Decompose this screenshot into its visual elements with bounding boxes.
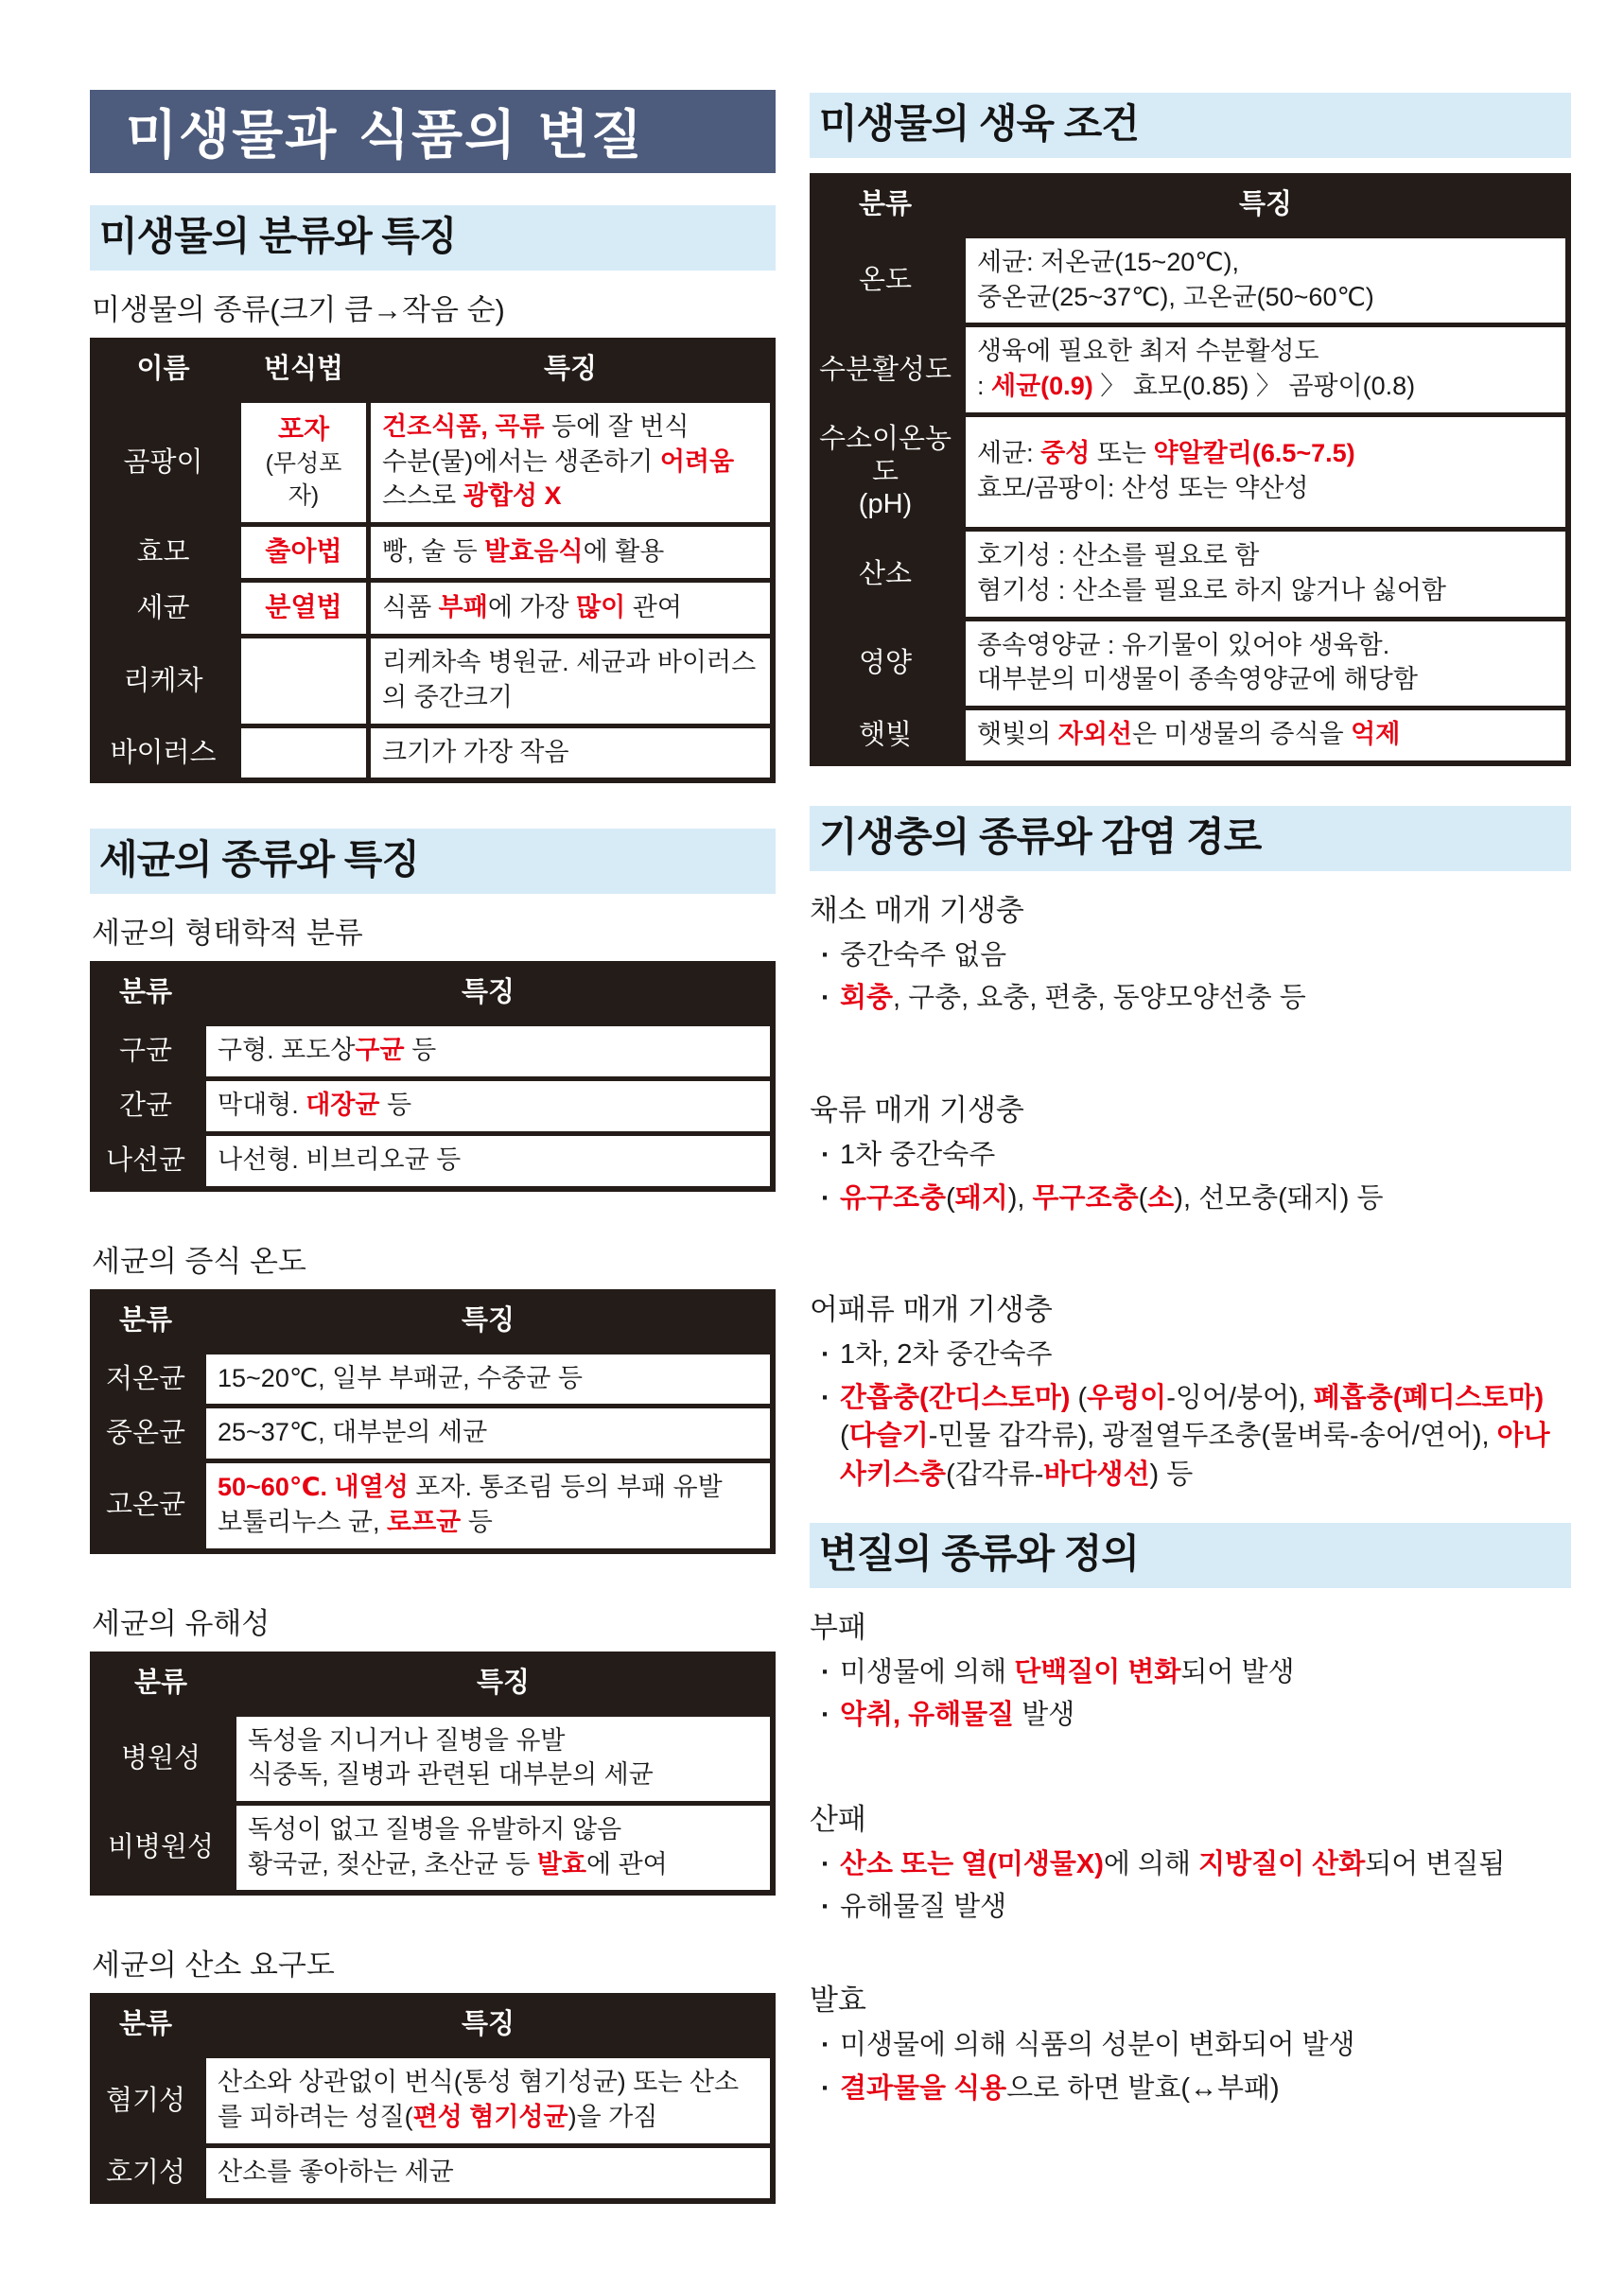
text-run-em: 부패 (438, 592, 488, 621)
parasite-group-seafood (810, 1285, 1571, 1494)
feature-cell (371, 638, 770, 723)
text-line (977, 245, 1554, 280)
text-run: 황국균, 젖산균, 초산균 등 (248, 1849, 537, 1879)
text-run-em: 바다생선 (1043, 1459, 1150, 1491)
method-main: 출아법 (265, 536, 342, 567)
row-label-mesophile: 중온균 (105, 1418, 186, 1449)
text-run-em: 아나사키스충 (840, 1421, 1550, 1491)
spoilage-group-rancidity (810, 1795, 1571, 1927)
text-line (977, 628, 1554, 663)
feature-cell (206, 1463, 770, 1547)
subtitle-microbe-types: 미생물의 종류(크기 큼→작음 순) (92, 293, 505, 326)
bullet-item (810, 1379, 1571, 1494)
text-run: 산소를 좋아하는 세균 (218, 2157, 454, 2186)
text-run: 햇빛의 (977, 720, 1058, 749)
text-run: 되어 발생 (1180, 1656, 1295, 1687)
text-run: 에 의해 (1103, 1848, 1199, 1879)
method-sub: (무성포자) (265, 450, 342, 510)
row-label-psychrophile: 저온균 (105, 1363, 186, 1394)
text-run: 으로 하면 발효(↔부패) (1006, 2072, 1280, 2104)
feature-cell (206, 1354, 770, 1405)
row-label-coccus: 구균 (118, 1036, 173, 1067)
row-label-bacillus: 간균 (118, 1091, 173, 1122)
feature-cell (206, 1026, 770, 1076)
page-title: 미생물과 식품의 변질 (126, 104, 644, 166)
text-run: 스스로 (382, 481, 463, 511)
feature-cell (236, 1717, 770, 1801)
text-line (977, 662, 1554, 697)
text-run: 나선형. 비브리오균 등 (218, 1145, 462, 1174)
text-run-em: 억제 (1351, 720, 1401, 749)
feature-cell (966, 417, 1565, 527)
bullet-item (810, 1696, 1571, 1735)
text-run: 에 활용 (583, 536, 665, 566)
column-header-features: 특징 (461, 977, 515, 1008)
text-run-em: 소 (1147, 1182, 1175, 1214)
text-run: ( (1138, 1182, 1148, 1214)
method-cell (241, 583, 366, 634)
text-run: 식품 (382, 592, 439, 621)
row-label-nutrition: 영양 (858, 648, 913, 679)
text-run: : (977, 372, 992, 401)
row-label-mold: 곰팡이 (123, 446, 203, 478)
row-label-rickettsia: 리케차 (123, 665, 203, 696)
text-run-em: 중성 (1040, 439, 1091, 468)
text-run-em: 간흡충(간디스토마) (840, 1382, 1071, 1413)
method-cell (241, 403, 366, 522)
group-title: 육류 매개 기생충 (810, 1093, 1024, 1127)
text-run: 15~20℃, 일부 부패균, 수중균 등 (218, 1363, 583, 1392)
row-label-line: (pH) (858, 489, 913, 520)
text-run-em: 산소 또는 열(미생물X) (840, 1848, 1104, 1879)
bullet-item (810, 936, 1571, 975)
text-line (248, 1723, 759, 1758)
spoilage-group-putrefaction (810, 1603, 1571, 1735)
feature-cell (371, 527, 770, 578)
text-line (218, 2065, 759, 2134)
text-run-em: 결과물을 식용 (840, 2072, 1007, 2104)
bacteria-temperature-table (90, 1289, 776, 1554)
parasite-group-vegetable (810, 886, 1571, 1018)
text-run-em: 돼지 (954, 1182, 1008, 1214)
text-line (977, 471, 1554, 506)
text-run: 빵, 술 등 (382, 536, 485, 566)
text-run: 25~37℃, 대부분의 세균 (218, 1418, 488, 1447)
group-title: 발효 (810, 1983, 866, 2017)
text-line (218, 1361, 759, 1396)
group-title: 산패 (810, 1802, 866, 1836)
feature-cell (966, 327, 1565, 411)
text-run: 관여 (625, 592, 682, 621)
text-run-em: 50~60℃. 내열성 (218, 1473, 409, 1502)
text-run: , 구충, 요충, 편충, 동양모양선충 등 (893, 983, 1306, 1014)
group-title: 채소 매개 기생충 (810, 893, 1024, 927)
column-header-class: 분류 (118, 2009, 173, 2040)
text-run-em: 건조식품, 곡류 (382, 412, 545, 441)
row-label-yeast: 효모 (136, 536, 190, 568)
text-run: 등 (379, 1091, 412, 1120)
row-label-virus: 바이러스 (110, 737, 217, 768)
text-run: ( (946, 1182, 955, 1214)
text-run-em: 자외선 (1057, 720, 1132, 749)
text-run: 효모/곰팡이: 산성 또는 약산성 (977, 474, 1309, 503)
row-label-thermophile: 고온균 (105, 1490, 186, 1521)
feature-cell (206, 1136, 770, 1186)
feature-cell (371, 403, 770, 522)
method-main: 분열법 (265, 592, 342, 622)
text-run: 또는 (1090, 439, 1154, 468)
feature-cell (236, 1806, 770, 1890)
text-run: 세균: (977, 439, 1041, 468)
row-label-temperature: 온도 (858, 265, 913, 296)
column-header-class: 분류 (118, 977, 173, 1008)
text-run: 에 관여 (586, 1849, 668, 1879)
text-line (977, 436, 1554, 471)
text-run-em: 많이 (576, 592, 626, 621)
text-run: ), 선모충(돼지) 등 (1174, 1182, 1384, 1214)
text-line (977, 538, 1554, 573)
text-run-em: 유구조충 (840, 1182, 947, 1214)
text-run: 중온균(25~37℃), 고온균(50~60℃) (977, 282, 1374, 311)
row-label-spirillum: 나선균 (105, 1145, 186, 1176)
text-run-em: 발효 (536, 1849, 587, 1879)
text-line (248, 1812, 759, 1847)
method-cell-empty (241, 728, 366, 778)
text-run-em: 지방질이 산화 (1198, 1848, 1366, 1879)
page-title-banner (90, 90, 776, 173)
text-line (382, 410, 759, 445)
growth-conditions-table (810, 173, 1571, 766)
group-title: 어패류 매개 기생충 (810, 1293, 1053, 1327)
text-run-em: 편성 혐기성균 (412, 2103, 568, 2132)
text-run: 유해물질 발생 (840, 1892, 1007, 1923)
text-run: 에 가장 (487, 592, 577, 621)
microbe-types-table (90, 338, 776, 783)
bullet-item (810, 1180, 1571, 1218)
right-column (810, 93, 1571, 2204)
feature-cell (206, 2148, 770, 2198)
feature-cell (371, 728, 770, 778)
text-run-em: 광합성 X (463, 481, 562, 511)
column-header-name: 이름 (136, 354, 190, 384)
text-run: 포자. 통조림 등의 부패 유발 (408, 1473, 723, 1502)
text-run: 종속영양균 : 유기물이 있어야 생육함. (977, 630, 1390, 659)
section-header-bacteria-types: 세균의 종류와 특징 (90, 829, 776, 894)
text-run: 생육에 필요한 최저 수분활성도 (977, 337, 1319, 366)
text-line (248, 1757, 759, 1792)
bullet-item (810, 1136, 1571, 1175)
bullet-item (810, 979, 1571, 1018)
text-run-em: 우렁이 (1087, 1382, 1167, 1413)
text-line (382, 645, 759, 714)
bacteria-harmfulness-table (90, 1652, 776, 1896)
bacteria-morphology-table (90, 961, 776, 1191)
feature-cell (206, 1081, 770, 1131)
text-run-em: 어려움 (659, 446, 735, 476)
text-run: 크기가 가장 작음 (382, 737, 569, 766)
text-run-em: 세균(0.9) (991, 372, 1093, 401)
text-run: 중간숙주 없음 (840, 939, 1007, 970)
text-run: 독성을 지니거나 질병을 유발 (248, 1725, 566, 1755)
bullet-item (810, 2070, 1571, 2108)
text-run: 등 (404, 1036, 437, 1065)
text-run-em: 발효음식 (484, 536, 584, 566)
text-run: 막대형. (218, 1091, 306, 1120)
text-run: ), (1007, 1182, 1033, 1214)
text-line (977, 717, 1554, 752)
section-header-spoilage: 변질의 종류와 정의 (810, 1523, 1571, 1588)
row-label-line: 수소이온농도 (818, 423, 952, 487)
text-run: 미생물에 의해 식품의 성분이 변화되어 발생 (840, 2029, 1355, 2060)
text-run: 대부분의 미생물이 종속영양균에 해당함 (977, 665, 1418, 694)
text-run: 리케차속 병원균. 세균과 바이러스의 중간크기 (382, 648, 757, 712)
text-line (382, 479, 759, 514)
feature-cell (966, 532, 1565, 616)
text-line (218, 1415, 759, 1450)
text-run-em: 대장균 (306, 1091, 380, 1120)
row-label-water-activity: 수분활성도 (818, 354, 952, 385)
text-run: ( (840, 1421, 849, 1452)
feature-cell (206, 1408, 770, 1459)
text-run-em: 무구조충 (1032, 1182, 1139, 1214)
subtitle-bacteria-morphology: 세균의 형태학적 분류 (92, 917, 363, 951)
subtitle-bacteria-oxygen-need: 세균의 산소 요구도 (92, 1949, 335, 1983)
text-run-em: 로프균 (387, 1507, 462, 1536)
section-header-parasites: 기생충의 종류와 감염 경로 (810, 806, 1571, 871)
text-line (382, 445, 759, 480)
text-run: 미생물에 의해 (840, 1656, 1015, 1687)
text-run-em: 단백질이 변화 (1014, 1656, 1181, 1687)
text-run-em: 구균 (355, 1036, 405, 1065)
method-cell (241, 527, 366, 578)
text-run: 산소와 상관없이 번식(통성 혐기성균) 또는 산소를 피하려는 성질( (218, 2068, 740, 2132)
text-line (218, 1088, 759, 1123)
text-run: 식중독, 질병과 관련된 대부분의 세균 (248, 1760, 654, 1790)
row-label-nonpathogenic: 비병원성 (107, 1832, 215, 1863)
text-line (218, 1470, 759, 1505)
text-line (218, 1505, 759, 1540)
text-run: -민물 갑각류), 광절열두조충(물벼룩-송어/연어), (928, 1421, 1497, 1452)
text-line (382, 590, 759, 625)
row-label-sunlight: 햇빛 (858, 720, 913, 751)
text-run: ) 등 (1149, 1459, 1194, 1491)
feature-cell (966, 238, 1565, 323)
text-run: 수분(물)에서는 생존하기 (382, 446, 660, 476)
row-label-anaerobic: 혐기성 (105, 2085, 186, 2116)
text-line (218, 2155, 759, 2190)
group-title: 부패 (810, 1610, 866, 1644)
bacteria-oxygen-table (90, 1993, 776, 2203)
method-cell-empty (241, 638, 366, 723)
text-line (248, 1847, 759, 1882)
text-line (977, 573, 1554, 608)
column-header-method: 번식법 (263, 354, 344, 384)
bullet-item (810, 1888, 1571, 1927)
column-header-features: 특징 (461, 1304, 515, 1336)
column-header-features: 특징 (461, 2009, 515, 2040)
text-run: 발생 (1014, 1700, 1075, 1731)
feature-cell (371, 583, 770, 634)
bullet-item (810, 1845, 1571, 1884)
column-header-features: 특징 (543, 354, 598, 384)
text-run-em: 회충 (840, 983, 894, 1014)
feature-cell (966, 621, 1565, 706)
bullet-item (810, 1336, 1571, 1374)
text-line (977, 334, 1554, 369)
row-label-oxygen: 산소 (858, 558, 913, 589)
column-header-class: 분류 (118, 1304, 173, 1336)
feature-cell (206, 2058, 770, 2142)
text-run: 독성이 없고 질병을 유발하지 않음 (248, 1814, 622, 1844)
feature-cell (966, 710, 1565, 760)
section-header-growth-conditions: 미생물의 생육 조건 (810, 93, 1571, 158)
bullet-item (810, 2026, 1571, 2065)
text-run-em: 다슬기 (848, 1421, 929, 1452)
text-run: 1차, 2차 중간숙주 (840, 1339, 1053, 1371)
column-header-features: 특징 (476, 1667, 531, 1698)
row-label-bacteria: 세균 (136, 592, 190, 623)
text-run: 은 미생물의 증식을 (1132, 720, 1352, 749)
column-header-features: 특징 (1238, 189, 1293, 219)
text-line (218, 1143, 759, 1178)
text-line (382, 735, 759, 770)
text-run: -잉어/붕어), (1166, 1382, 1314, 1413)
text-run: )을 가짐 (568, 2103, 658, 2132)
row-label-aerobic: 호기성 (105, 2157, 186, 2188)
subtitle-bacteria-harmfulness: 세균의 유해성 (92, 1606, 271, 1640)
text-run-em: 약알칼리(6.5~7.5) (1153, 439, 1355, 468)
section-header-microbe-classification: 미생물의 분류와 특징 (90, 205, 776, 271)
text-run: ( (1070, 1382, 1088, 1413)
text-run: 세균: 저온균(15~20℃), (977, 248, 1240, 276)
left-column (90, 90, 776, 2204)
text-line (382, 534, 759, 569)
text-run: 〉 효모(0.85) 〉 곰팡이(0.8) (1092, 372, 1416, 401)
bullet-item (810, 1653, 1571, 1692)
text-run: 구형. 포도상 (218, 1036, 356, 1065)
text-run: 호기성 : 산소를 필요로 함 (977, 541, 1260, 570)
text-run-em: 폐흡충(폐디스토마) (1313, 1382, 1545, 1413)
text-run: 등 (461, 1507, 493, 1536)
text-run-em: 악취, 유해물질 (840, 1700, 1015, 1731)
column-header-class: 분류 (858, 189, 913, 219)
text-run: 1차 중간숙주 (840, 1140, 996, 1171)
parasite-group-meat (810, 1086, 1571, 1217)
column-header-class: 분류 (133, 1667, 188, 1698)
text-run: (갑각류- (946, 1459, 1044, 1491)
text-run: 혐기성 : 산소를 필요로 하지 않거나 싫어함 (977, 575, 1446, 604)
text-line (218, 1033, 759, 1068)
text-line (977, 369, 1554, 404)
method-main: 포자 (277, 414, 330, 445)
text-line (977, 280, 1554, 315)
text-run: 등에 잘 번식 (544, 412, 690, 441)
row-label-pathogenic: 병원성 (120, 1742, 201, 1774)
text-run: 되어 변질됨 (1365, 1848, 1506, 1879)
subtitle-bacteria-growth-temp: 세균의 증식 온도 (92, 1244, 306, 1278)
row-label-ph (810, 417, 961, 527)
spoilage-group-fermentation (810, 1976, 1571, 2107)
text-run: 보툴리누스 균, (218, 1507, 387, 1536)
